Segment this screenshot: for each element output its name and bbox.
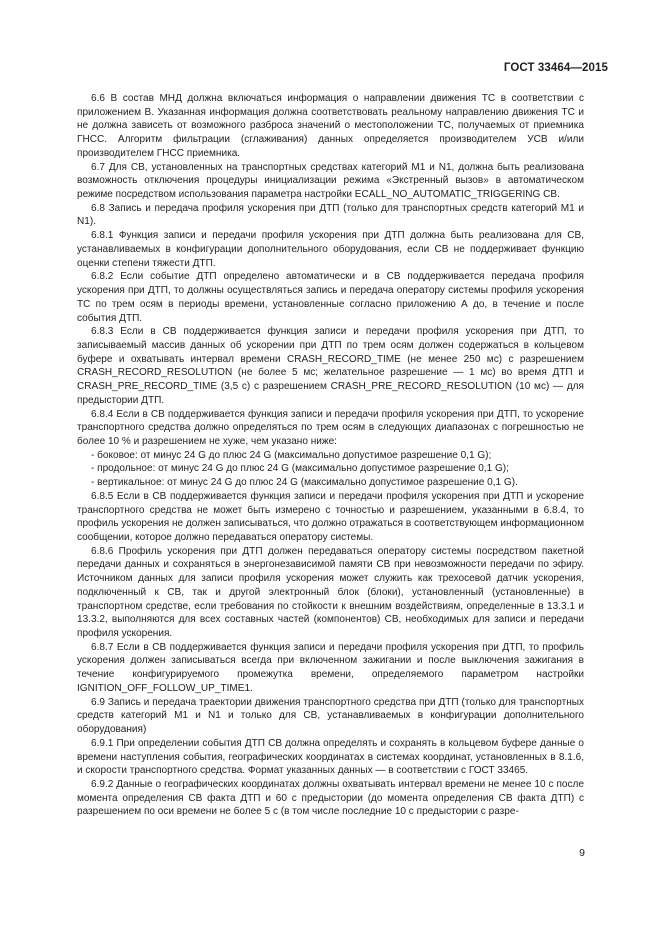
paragraph-6-7: 6.7 Для СВ, установленных на транспортных средствах категорий М1 и N1, должна быть реализована возможность отключения процедуры инициализации режима «Экстренный вызов» в автоматическом режиме посредством использования параметра настройки ECALL_NO_AUTOMATIC_TRIGGERING СВ. [77, 161, 584, 201]
paragraph-6-6: 6.6 В состав МНД должна включаться информация о направлении движения ТС в соответствии с приложением В. Указанная информация должна соответствовать реальному направлению движения ТС и не должна зависеть от возможного разброса значений о местоположении ТС, получаемых от приемника ГНСС. Алгоритм фильтрации (сглаживания) данных определяется производителем УСВ и/или производителем ГНСС приемника. [77, 93, 584, 159]
paragraph-6-8-4: 6.8.4 Если в СВ поддерживается функция записи и передачи профиля ускорения при ДТП, то ускорение транспортного средства должно определяться по трем осям в следующих диапазонах с погрешностью не более 10 % и разрешением не хуже, чем указано ниже: [77, 408, 584, 447]
page-header-standard: ГОСТ 33464—2015 [503, 62, 608, 74]
paragraph-6-8-3: 6.8.3 Если в СВ поддерживается функция записи и передачи профиля ускорения при ДТП, то записываемый массив данных об ускорении при ДТП по трем осям должен содержаться в кольцевом буфере и охватывать интервал времени CRASH_RECORD_TIME (не менее 250 мс) с разрешением CRASH_RECORD_RESOLUTION (не более 5 мс; желательное разрешение — 1 мс) во время ДТП и CRASH_PRE_RECORD_TIME (3,5 с) с разрешением CRASH_PRE_RECORD_RESOLUTION (10 мс) — для предыстории ДТП. [77, 326, 584, 406]
document-body [77, 92, 584, 819]
paragraph-6-9-1: 6.9.1 При определении события ДТП СВ должна определять и сохранять в кольцевом буфере данные о времени наступления события, географических координатах в системах координат, установленных в 8.1.6, и скорости транспортного средства. Формат указанных данных — в соответствии с ГОСТ 33465. [77, 737, 584, 777]
page-number: 9 [579, 847, 585, 859]
paragraph-6-9-2: 6.9.2 Данные о географических координатах должны охватывать интервал времени не менее 10 с после момента определения СВ факта ДТП и 60 с предыстории (до момента определения СВ факта ДТП) с разрешением по оси времени не более 5 с (в том числе последние 10 с предыстории с разре- [77, 778, 584, 818]
paragraph-6-8-2: 6.8.2 Если событие ДТП определено автоматически и в СВ поддерживается передача профиля ускорения при ДТП, то должны осуществляться запись и передача оператору системы профиля ускорения ТС по трем осям в периоды времени, установленные согласно приложению А до, в течение и после события ДТП. [77, 271, 584, 324]
paragraph-6-8-6: 6.8.6 Профиль ускорения при ДТП должен передаваться оператору системы посредством пакетной передачи данных и сохраняться в энергонезависимой памяти СВ при невозможности передачи по эфиру. Источником данных для записи профиля ускорения может служить как трехосевой датчик ускорения, подключенный к СВ, так и другой электронный блок (блоки), установленный (установленные) в транспортном средстве, если требования по стойкости к внешним воздействиям, определенные в 13.3.1 и 13.3.2, выполняются для всех составных частей (компонентов) СВ, необходимых для записи и передачи профиля ускорения. [77, 545, 584, 640]
paragraph-6-8-1: 6.8.1 Функция записи и передачи профиля ускорения при ДТП должна быть реализована для СВ, устанавливаемых в конфигурации дополнительного оборудования, если СВ не поддерживает функцию оценки степени тяжести ДТП. [77, 230, 584, 269]
paragraph-6-8-5: 6.8.5 Если в СВ поддерживается функция записи и передачи профиля ускорения при ДТП и ускорение транспортного средства не может быть измерено с точностью и разрешением, указанными в 6.8.4, то профиль ускорения не должен записываться, что должно отражаться в соответствующем информационном сообщении, которое должно передаваться оператору системы. [77, 490, 584, 543]
list-item-lateral: - боковое: от минус 24 G до плюс 24 G (максимально допустимое разрешение 0,1 G); [91, 449, 492, 461]
paragraph-6-8-7: 6.8.7 Если в СВ поддерживается функция записи и передачи профиля ускорения при ДТП, то профиль ускорения должен записываться всегда при включенном зажигании и после выключения зажигания в течение конфигурируемого промежутка времени, определяемого параметром настройки IGNITION_OFF_FOLLOW_UP_TIME1. [77, 641, 584, 694]
list-item-vertical: - вертикальное: от минус 24 G до плюс 24 G (максимально допустимое разрешение 0,1 G). [91, 477, 518, 489]
paragraph-6-8: 6.8 Запись и передача профиля ускорения при ДТП (только для транспортных средств категорий М1 и N1). [77, 202, 584, 228]
list-item-longitudinal: - продольное: от минус 24 G до плюс 24 G (максимально допустимое разрешение 0,1 G); [91, 463, 509, 475]
paragraph-6-9: 6.9 Запись и передача траектории движения транспортного средства при ДТП (только для транспортных средств категорий М1 и N1 и только для СВ, устанавливаемых в конфигурации дополнительного оборудования) [77, 696, 584, 736]
